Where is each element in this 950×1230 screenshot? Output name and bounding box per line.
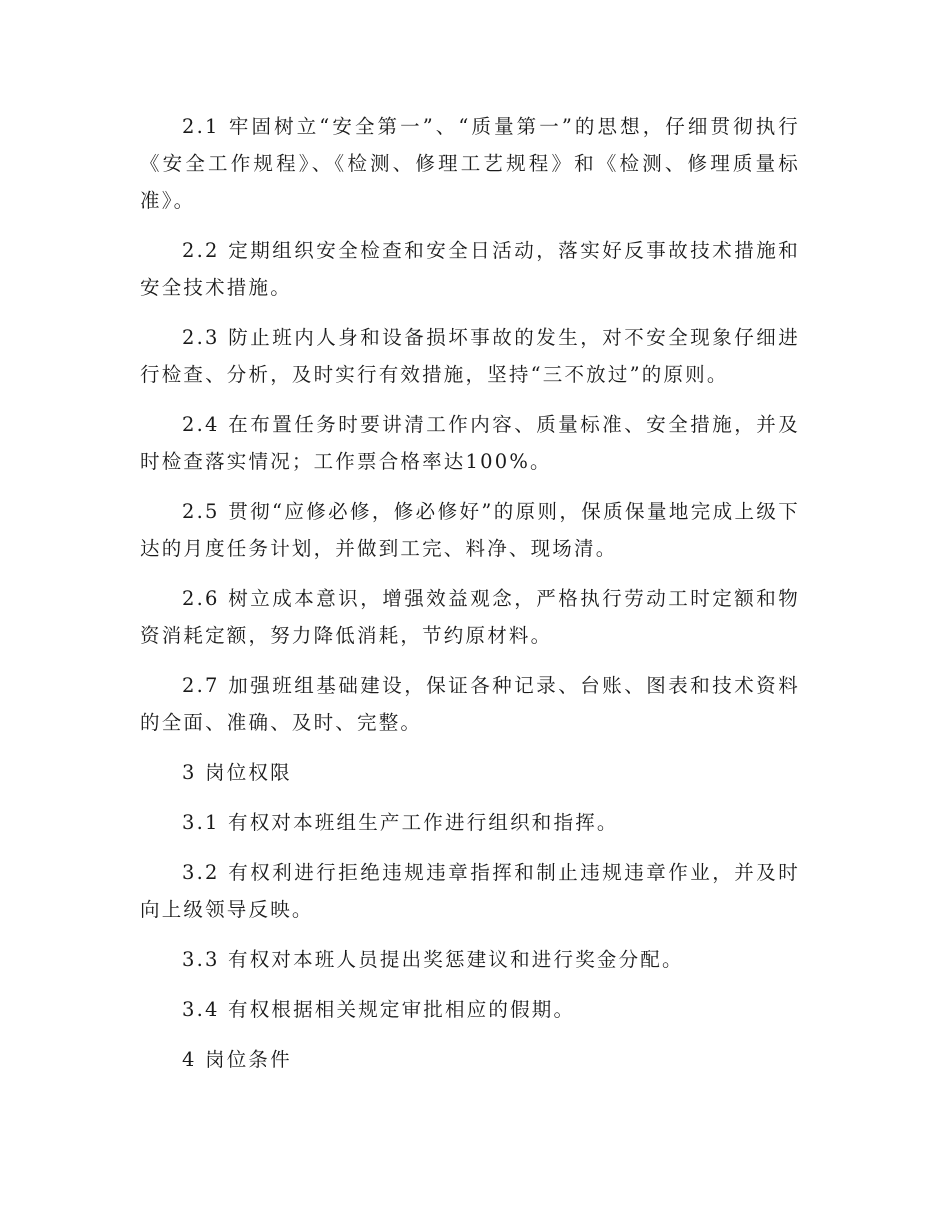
paragraph-3-3: 3.3 有权对本班人员提出奖惩建议和进行奖金分配。 xyxy=(182,948,684,971)
paragraph-2-3: 2.3 防止班内人身和设备损坏事故的发生，对不安全现象仔细进行检查、分析，及时实行有效措施，坚持“三不放过”的原则。 xyxy=(140,326,800,386)
section-heading-4: 4 岗位条件 xyxy=(182,1048,292,1071)
section-heading-3: 3 岗位权限 xyxy=(182,761,292,784)
paragraph-2-5: 2.5 贯彻“应修必修，修必修好”的原则，保质保量地完成上级下达的月度任务计划，并做到工完、料净、现场清。 xyxy=(140,500,800,560)
paragraph-2-7: 2.7 加强班组基础建设，保证各种记录、台账、图表和技术资料的全面、准确、及时、完整。 xyxy=(140,674,800,734)
document-body xyxy=(140,108,800,1091)
paragraph-2-4: 2.4 在布置任务时要讲清工作内容、质量标准、安全措施，并及时检查落实情况；工作票合格率达100%。 xyxy=(140,413,800,473)
paragraph-2-1: 2.1 牢固树立“安全第一”、“质量第一”的思想，仔细贯彻执行《安全工作规程》、《检测、修理工艺规程》和《检测、修理质量标准》。 xyxy=(140,115,800,212)
paragraph-3-4: 3.4 有权根据相关规定审批相应的假期。 xyxy=(182,998,576,1021)
paragraph-2-6: 2.6 树立成本意识，增强效益观念，严格执行劳动工时定额和物资消耗定额，努力降低消耗，节约原材料。 xyxy=(140,587,800,647)
paragraph-3-2: 3.2 有权利进行拒绝违规违章指挥和制止违规违章作业，并及时向上级领导反映。 xyxy=(140,861,800,921)
paragraph-3-1: 3.1 有权对本班组生产工作进行组织和指挥。 xyxy=(182,811,619,834)
paragraph-2-2: 2.2 定期组织安全检查和安全日活动，落实好反事故技术措施和安全技术措施。 xyxy=(140,239,800,299)
